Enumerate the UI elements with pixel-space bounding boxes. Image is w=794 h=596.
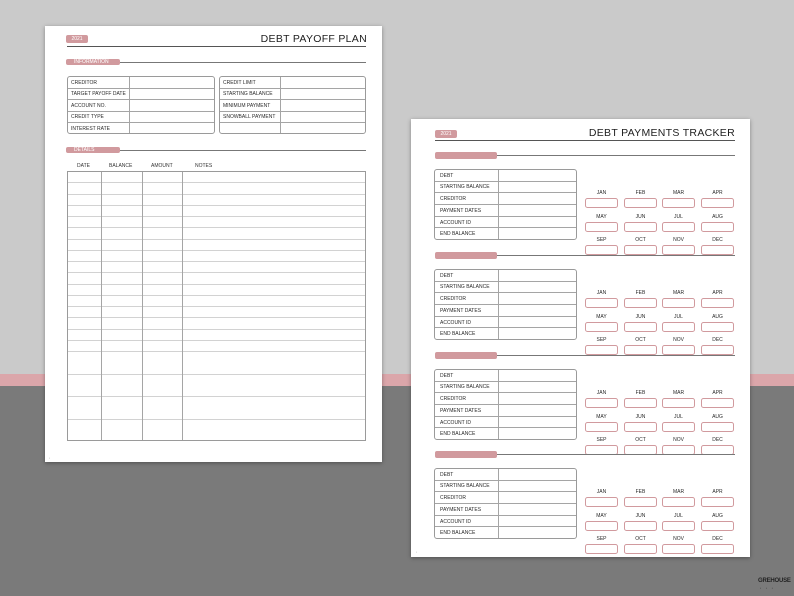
- month-payment-box[interactable]: [701, 398, 734, 408]
- month-label: NOV: [673, 237, 684, 243]
- tracker-field-row: [435, 317, 576, 329]
- tracker-field-row: [435, 205, 576, 217]
- debt-payments-tracker-sheet: [411, 119, 750, 557]
- month-label: DEC: [712, 536, 723, 542]
- tracker-fields-box: [434, 468, 577, 539]
- info-left-row: [68, 112, 214, 124]
- month-label: NOV: [673, 536, 684, 542]
- tracker-field-label: END BALANCE: [440, 231, 476, 238]
- month-label: JUN: [635, 414, 646, 420]
- info-right-label: MINIMUM PAYMENT: [223, 102, 271, 109]
- tracker-field-row: [435, 270, 576, 282]
- info-right-row: [220, 89, 365, 101]
- column-header-date: DATE: [77, 163, 90, 169]
- tracker-field-label: ACCOUNT ID: [440, 219, 472, 226]
- info-right-row: [220, 100, 365, 112]
- month-label: MAR: [672, 489, 685, 495]
- tracker-block-rule: [497, 255, 735, 256]
- month-label: SEP: [596, 237, 607, 243]
- info-left-label: INTEREST RATE: [71, 125, 110, 132]
- info-right-label: CREDIT LIMIT: [223, 79, 256, 86]
- tracker-field-row: [435, 170, 576, 182]
- tracker-field-label: CREDITOR: [440, 196, 467, 203]
- tracker-field-label: ACCOUNT ID: [440, 419, 472, 426]
- tracker-field-label: CREDITOR: [440, 495, 467, 502]
- tracker-field-row: [435, 492, 576, 504]
- tracker-field-row: [435, 428, 576, 440]
- tracker-field-label: STARTING BALANCE: [440, 483, 490, 490]
- month-payment-box[interactable]: [701, 422, 734, 432]
- tracker-field-label: PAYMENT DATES: [440, 207, 482, 214]
- information-rule: [120, 62, 366, 63]
- brand-logo-dots: • • •: [760, 586, 775, 590]
- footer-mark: ▪: [49, 456, 51, 460]
- month-label: APR: [712, 390, 723, 396]
- month-label: JUN: [635, 513, 646, 519]
- tracker-field-row: [435, 516, 576, 528]
- month-label: NOV: [673, 337, 684, 343]
- month-payment-box[interactable]: [624, 322, 657, 332]
- information-tab: INFORMATION: [66, 59, 120, 65]
- tracker-field-label: DEBT: [440, 471, 454, 478]
- information-left-box: [67, 76, 215, 134]
- month-payment-box[interactable]: [624, 497, 657, 507]
- month-label: AUG: [712, 513, 723, 519]
- info-right-row: [220, 77, 365, 89]
- tracker-field-row: [435, 481, 576, 493]
- month-payment-box[interactable]: [662, 198, 695, 208]
- month-payment-box[interactable]: [585, 322, 618, 332]
- info-left-label: CREDIT TYPE: [71, 114, 104, 120]
- month-label: OCT: [635, 536, 646, 542]
- tracker-block-tab: [435, 352, 497, 359]
- tracker-field-row: [435, 527, 576, 539]
- month-label: DEC: [712, 237, 723, 243]
- tracker-field-row: [435, 182, 576, 194]
- info-right-row: [220, 123, 365, 134]
- month-label: APR: [712, 190, 723, 196]
- tracker-field-row: [435, 382, 576, 394]
- month-payment-box[interactable]: [701, 521, 734, 531]
- month-label: SEP: [596, 437, 607, 443]
- month-label: APR: [712, 290, 723, 296]
- debt-payoff-plan-sheet: [45, 26, 382, 462]
- month-payment-box[interactable]: [662, 544, 695, 554]
- month-label: DEC: [712, 337, 723, 343]
- month-payment-box[interactable]: [585, 544, 618, 554]
- tracker-field-label: ACCOUNT ID: [440, 319, 472, 326]
- tracker-field-label: ACCOUNT ID: [440, 518, 472, 525]
- column-header-amount: AMOUNT: [151, 163, 173, 169]
- tracker-field-label: END BALANCE: [440, 331, 476, 338]
- info-right-label: SNOWBALL PAYMENT: [223, 114, 276, 120]
- month-payment-box[interactable]: [585, 198, 618, 208]
- tracker-field-row: [435, 370, 576, 382]
- month-payment-box[interactable]: [701, 198, 734, 208]
- month-payment-box[interactable]: [624, 521, 657, 531]
- month-payment-box[interactable]: [701, 322, 734, 332]
- tracker-field-row: [435, 217, 576, 229]
- month-label: OCT: [635, 237, 646, 243]
- tracker-field-label: END BALANCE: [440, 431, 476, 438]
- month-payment-box[interactable]: [585, 422, 618, 432]
- tracker-field-label: END BALANCE: [440, 530, 476, 537]
- month-label: NOV: [673, 437, 684, 443]
- info-left-row: [68, 89, 214, 101]
- month-payment-box[interactable]: [585, 497, 618, 507]
- month-label: JUN: [635, 214, 646, 220]
- month-label: JAN: [596, 290, 607, 296]
- tracker-field-row: [435, 328, 576, 340]
- tracker-field-label: DEBT: [440, 372, 454, 379]
- month-label: APR: [712, 489, 723, 495]
- month-label: JUL: [674, 214, 683, 220]
- month-payment-box[interactable]: [624, 298, 657, 308]
- month-payment-box[interactable]: [585, 345, 618, 355]
- month-payment-box[interactable]: [701, 298, 734, 308]
- month-label: JUL: [674, 314, 683, 320]
- tracker-field-row: [435, 417, 576, 429]
- info-left-row: [68, 123, 214, 134]
- year-tag: 2021: [435, 130, 457, 138]
- month-payment-box[interactable]: [662, 298, 695, 308]
- month-payment-box[interactable]: [585, 298, 618, 308]
- month-label: MAY: [596, 414, 607, 420]
- month-payment-box[interactable]: [701, 497, 734, 507]
- tracker-block-tab: [435, 252, 497, 259]
- month-label: AUG: [712, 214, 723, 220]
- month-label: DEC: [712, 437, 723, 443]
- month-payment-box[interactable]: [662, 322, 695, 332]
- month-payment-box[interactable]: [662, 398, 695, 408]
- tracker-field-label: STARTING BALANCE: [440, 184, 490, 191]
- tracker-field-row: [435, 282, 576, 294]
- month-payment-box[interactable]: [585, 398, 618, 408]
- footer-mark: ▪: [416, 550, 418, 554]
- month-payment-box[interactable]: [624, 222, 657, 232]
- year-tag: 2021: [66, 35, 88, 43]
- month-payment-box[interactable]: [585, 222, 618, 232]
- month-label: FEB: [635, 390, 646, 396]
- tracker-field-row: [435, 193, 576, 205]
- month-payment-box[interactable]: [662, 422, 695, 432]
- month-label: JUN: [635, 314, 646, 320]
- month-payment-box[interactable]: [624, 422, 657, 432]
- tracker-field-label: DEBT: [440, 272, 454, 279]
- month-payment-box[interactable]: [701, 544, 734, 554]
- month-label: JUL: [674, 513, 683, 519]
- tracker-block-tab: [435, 451, 497, 458]
- page-title: DEBT PAYOFF PLAN: [260, 33, 367, 45]
- info-left-label: TARGET PAYOFF DATE: [71, 91, 126, 97]
- month-payment-box[interactable]: [662, 245, 695, 255]
- month-label: JUL: [674, 414, 683, 420]
- tracker-fields-box: [434, 269, 577, 340]
- tracker-fields-box: [434, 369, 577, 440]
- month-label: MAR: [672, 290, 685, 296]
- month-label: OCT: [635, 337, 646, 343]
- title-rule: [435, 140, 735, 141]
- month-label: JAN: [596, 390, 607, 396]
- month-label: AUG: [712, 314, 723, 320]
- tracker-field-row: [435, 293, 576, 305]
- month-payment-box[interactable]: [662, 521, 695, 531]
- month-payment-box[interactable]: [662, 497, 695, 507]
- month-payment-box[interactable]: [624, 544, 657, 554]
- info-left-row: [68, 77, 214, 89]
- tracker-block-rule: [497, 454, 735, 455]
- tracker-block-rule: [497, 355, 735, 356]
- month-label: MAR: [672, 390, 685, 396]
- tracker-block-tab: [435, 152, 497, 159]
- info-left-row: [68, 100, 214, 112]
- column-header-balance: BALANCE: [109, 163, 133, 169]
- month-payment-box[interactable]: [624, 245, 657, 255]
- month-label: FEB: [635, 190, 646, 196]
- tracker-field-row: [435, 504, 576, 516]
- month-label: SEP: [596, 536, 607, 542]
- info-left-label: ACCOUNT NO.: [71, 102, 106, 109]
- info-right-row: [220, 112, 365, 124]
- tracker-field-row: [435, 469, 576, 481]
- info-left-label: CREDITOR: [71, 79, 98, 86]
- tracker-fields-box: [434, 169, 577, 240]
- month-payment-box[interactable]: [701, 345, 734, 355]
- month-payment-box[interactable]: [624, 198, 657, 208]
- tracker-field-row: [435, 405, 576, 417]
- month-label: JAN: [596, 190, 607, 196]
- tracker-field-label: STARTING BALANCE: [440, 384, 490, 391]
- column-header-notes: NOTES: [195, 163, 213, 169]
- month-label: FEB: [635, 290, 646, 296]
- month-label: MAR: [672, 190, 685, 196]
- tracker-field-row: [435, 305, 576, 317]
- details-table: [67, 171, 366, 441]
- tracker-field-label: PAYMENT DATES: [440, 407, 482, 414]
- tracker-field-row: [435, 228, 576, 240]
- month-payment-box[interactable]: [701, 222, 734, 232]
- page-title: DEBT PAYMENTS TRACKER: [588, 127, 735, 139]
- month-payment-box[interactable]: [624, 345, 657, 355]
- month-payment-box[interactable]: [585, 245, 618, 255]
- month-label: JAN: [596, 489, 607, 495]
- details-rule: [120, 150, 366, 151]
- tracker-field-label: STARTING BALANCE: [440, 284, 490, 291]
- brand-logo: GREHOUSE: [758, 578, 791, 584]
- details-tab: DETAILS: [66, 147, 120, 153]
- info-right-label: STARTING BALANCE: [223, 91, 273, 97]
- month-payment-box[interactable]: [662, 222, 695, 232]
- tracker-field-label: DEBT: [440, 172, 454, 179]
- title-rule: [67, 46, 366, 47]
- tracker-block-rule: [497, 155, 735, 156]
- tracker-field-label: CREDITOR: [440, 396, 467, 403]
- information-right-box: [219, 76, 366, 134]
- tracker-field-label: CREDITOR: [440, 296, 467, 303]
- month-label: OCT: [635, 437, 646, 443]
- month-label: SEP: [596, 337, 607, 343]
- month-payment-box[interactable]: [585, 521, 618, 531]
- month-label: MAY: [596, 214, 607, 220]
- month-payment-box[interactable]: [701, 245, 734, 255]
- month-label: FEB: [635, 489, 646, 495]
- tracker-field-label: PAYMENT DATES: [440, 307, 482, 314]
- month-label: MAY: [596, 513, 607, 519]
- month-payment-box[interactable]: [624, 398, 657, 408]
- month-payment-box[interactable]: [662, 345, 695, 355]
- tracker-field-row: [435, 393, 576, 405]
- month-label: AUG: [712, 414, 723, 420]
- tracker-field-label: PAYMENT DATES: [440, 506, 482, 513]
- month-label: MAY: [596, 314, 607, 320]
